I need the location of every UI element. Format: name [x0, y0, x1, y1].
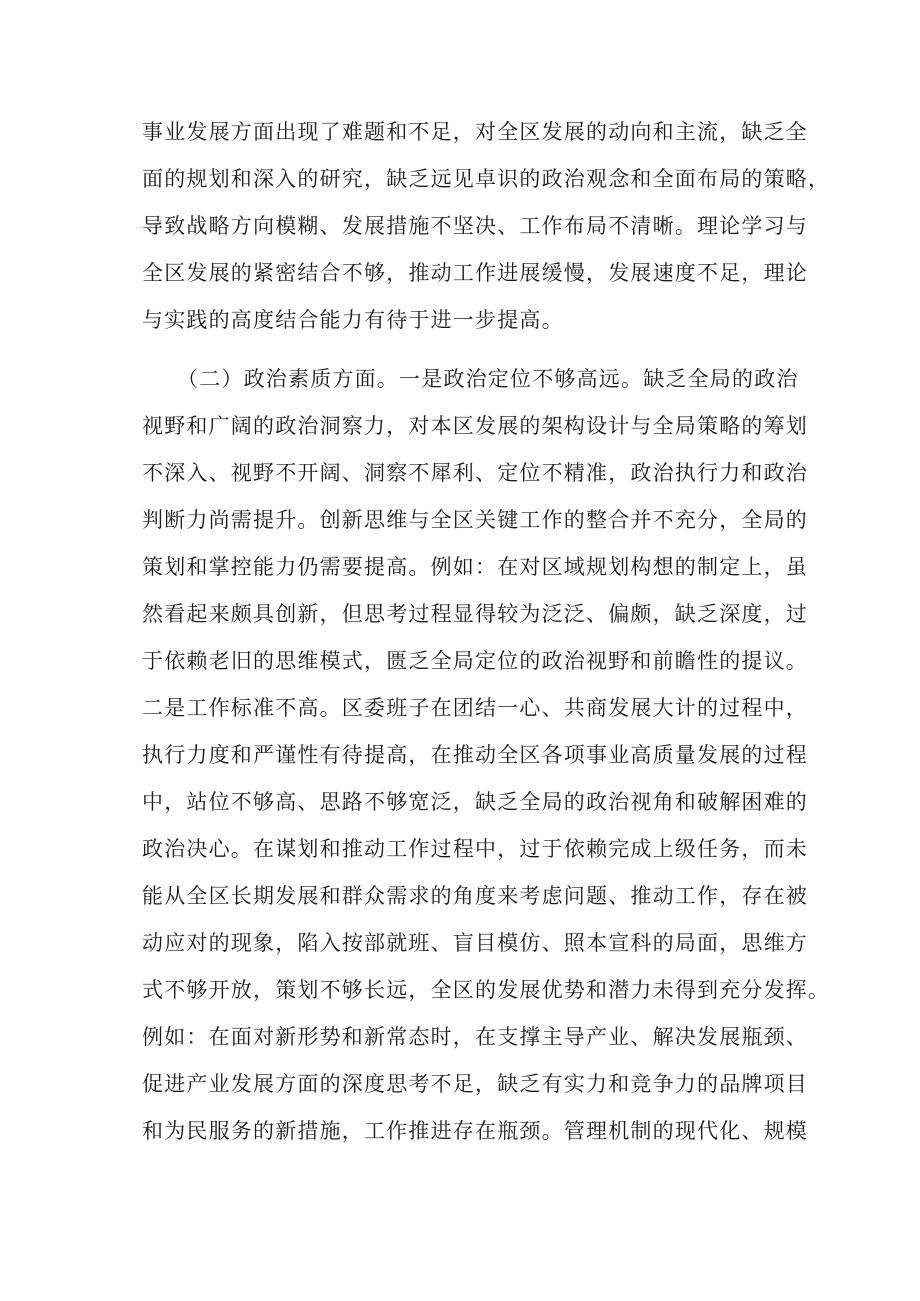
paragraph-line: 判断力尚需提升。创新思维与全区关键工作的整合并不充分，全局的: [142, 508, 808, 532]
paragraph-line: 与实践的高度结合能力有待于进一步提高。: [142, 308, 564, 332]
paragraph-line: 全区发展的紧密结合不够，推动工作进展缓慢，发展速度不足，理论: [142, 261, 808, 285]
body-text: [142, 0, 831, 1301]
paragraph-line: 政治决心。在谋划和推动工作过程中，过于依赖完成上级任务，而未: [142, 837, 808, 861]
paragraph-line: 例如：在面对新形势和新常态时，在支撑主导产业、解决发展瓶颈、: [142, 1025, 808, 1049]
paragraph-line: 促进产业发展方面的深度思考不足，缺乏有实力和竞争力的品牌项目: [142, 1072, 808, 1096]
paragraph-line: 式不够开放，策划不够长远，全区的发展优势和潜力未得到充分发挥。: [142, 978, 831, 1002]
paragraph-line: 能从全区长期发展和群众需求的角度来考虑问题、推动工作，存在被: [142, 884, 808, 908]
paragraph-line: 视野和广阔的政治洞察力，对本区发展的架构设计与全局策略的筹划: [142, 414, 808, 438]
paragraph-line: 中，站位不够高、思路不够宽泛，缺乏全局的政治视角和破解困难的: [142, 790, 808, 814]
paragraph-line: 和为民服务的新措施，工作推进存在瓶颈。管理机制的现代化、规模: [142, 1119, 808, 1143]
paragraph-line: 不深入、视野不开阔、洞察不犀利、定位不精准，政治执行力和政治: [142, 461, 808, 485]
paragraph-line: 动应对的现象，陷入按部就班、盲目模仿、照本宣科的局面，思维方: [142, 931, 808, 955]
paragraph-line: 导致战略方向模糊、发展措施不坚决、工作布局不清晰。理论学习与: [142, 214, 808, 238]
paragraph-line: （二）政治素质方面。一是政治定位不够高远。缺乏全局的政治: [177, 367, 799, 391]
paragraph-line: 面的规划和深入的研究，缺乏远见卓识的政治观念和全面布局的策略，: [142, 167, 831, 191]
paragraph-line: 于依赖老旧的思维模式，匮乏全局定位的政治视野和前瞻性的提议。: [142, 649, 808, 673]
paragraph-line: 事业发展方面出现了难题和不足，对全区发展的动向和主流，缺乏全: [142, 120, 808, 144]
paragraph-line: 执行力度和严谨性有待提高，在推动全区各项事业高质量发展的过程: [142, 743, 808, 767]
paragraph-line: 然看起来颇具创新，但思考过程显得较为泛泛、偏颇，缺乏深度，过: [142, 602, 808, 626]
paragraph-line: 策划和掌控能力仍需要提高。例如：在对区域规划构想的制定上，虽: [142, 555, 808, 579]
paragraph-line: 二是工作标准不高。区委班子在团结一心、共商发展大计的过程中，: [142, 696, 808, 720]
